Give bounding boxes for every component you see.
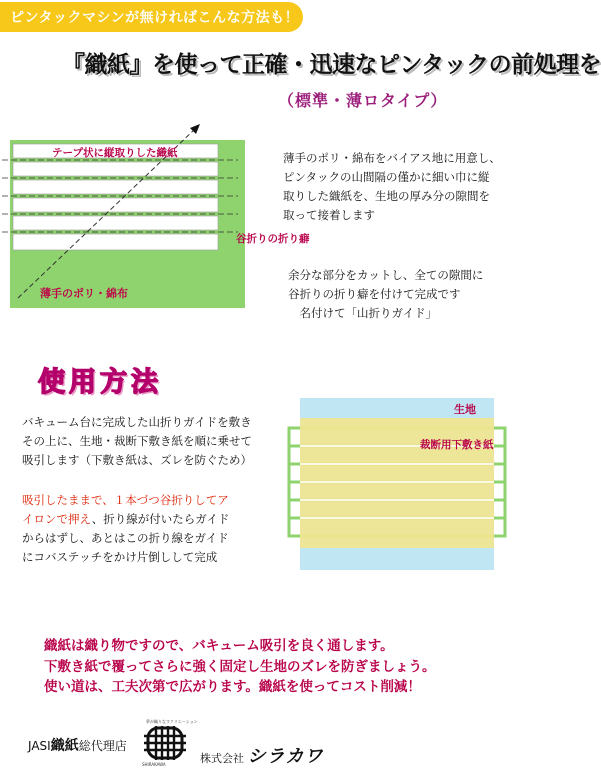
usage-line: 、折り線が付いたらガイド bbox=[91, 512, 230, 526]
description-line: 余分な部分をカットし、全ての隙間に bbox=[288, 268, 484, 282]
bias-arrow-icon bbox=[190, 124, 200, 134]
fabric-label: 薄手のポリ・綿布 bbox=[40, 287, 128, 300]
page-title: 『織紙』を使って正確・迅速なピンタックの前処理を bbox=[62, 52, 601, 78]
usage-line: にコバステッチをかけ片倒しして完成 bbox=[22, 550, 218, 564]
usage-title: 使用方法 bbox=[38, 367, 162, 398]
agency-text: 総代理店 bbox=[78, 739, 127, 753]
paper-layer-label: 裁断用下敷き紙 bbox=[420, 439, 494, 451]
company-prefix: 株式会社 bbox=[200, 752, 244, 765]
page-subtitle: （標準・薄ロタイプ） bbox=[278, 91, 448, 110]
usage-line: その上に、生地・裁断下敷き紙を順に乗せて bbox=[22, 434, 252, 448]
banner-text: ピンタックマシンが無ければこんな方法も！ bbox=[10, 10, 300, 26]
fold-label: 谷折りの折り癖 bbox=[236, 233, 310, 245]
shirakawa-logo-icon bbox=[142, 724, 190, 762]
usage-diagram bbox=[286, 398, 511, 570]
usage-line-highlight: 吸引したままで、１本づつ谷折りしてア bbox=[22, 493, 229, 507]
summary-line: 織紙は織り物ですので、バキューム吸引を良く通します。 bbox=[44, 638, 394, 654]
summary-line: 下敷き紙で覆ってさらに強く固定し生地のズレを防ぎましょう。 bbox=[44, 658, 436, 675]
logo-caption: SHIRAKAWA bbox=[142, 762, 166, 767]
logo-tagline: 夢が織りなすクリエーション bbox=[146, 719, 198, 724]
usage-note bbox=[22, 491, 229, 567]
company-name bbox=[200, 742, 324, 768]
brand-text: 織紙 bbox=[50, 738, 79, 754]
agency-label bbox=[28, 735, 127, 755]
jasi-text: JASI bbox=[28, 739, 51, 753]
usage-line: からはずし、あとはこの折り線をガイド bbox=[22, 531, 229, 545]
description-1 bbox=[283, 149, 501, 225]
company-main: シラカワ bbox=[247, 746, 324, 767]
fabric-layer-label: 生地 bbox=[454, 403, 476, 416]
summary-notes bbox=[44, 636, 436, 698]
usage-line: バキューム台に完成した山折りガイドを敷き bbox=[22, 415, 252, 429]
description-line: 取りした織紙を、生地の厚み分の隙間を bbox=[283, 189, 490, 203]
description-line: 取って接着します bbox=[283, 208, 375, 222]
summary-line: 使い道は、工夫次第で広がります。織紙を使ってコスト削減！ bbox=[44, 679, 421, 695]
description-2 bbox=[288, 266, 483, 323]
usage-steps bbox=[22, 413, 252, 470]
description-line: 谷折りの折り癖を付けて完成です bbox=[288, 287, 461, 301]
description-line: ピンタックの山間隔の僅かに細い巾に縦 bbox=[283, 170, 490, 184]
description-line: 名付けて「山折りガイド」 bbox=[288, 306, 438, 320]
usage-line: 吸引します（下敷き紙は、ズレを防ぐため） bbox=[22, 453, 252, 467]
usage-line-highlight: イロンで押え bbox=[22, 512, 92, 526]
description-line: 薄手のポリ・綿布をバイアス地に用意し、 bbox=[283, 151, 501, 165]
tape-label: テープ状に縦取りした織紙 bbox=[52, 147, 178, 159]
